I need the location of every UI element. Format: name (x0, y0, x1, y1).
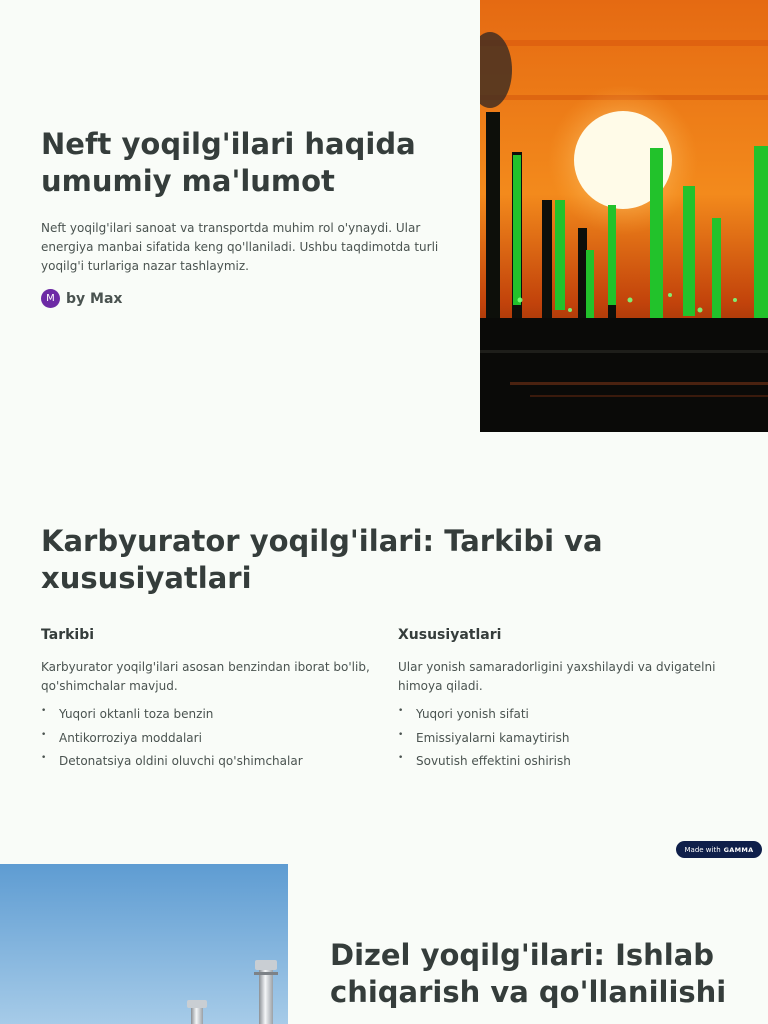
badge-prefix: Made with (684, 845, 721, 854)
list-item: • Antikorroziya moddalari (41, 731, 381, 746)
column-composition (41, 627, 381, 778)
badge-brand: GAMMA (723, 845, 754, 854)
slide-1-title: Neft yoqilg'ilari haqida umumiy ma'lumot (41, 127, 416, 198)
list-item: • Detonatsiya oldini oluvchi qo'shimchalar (41, 754, 381, 769)
column-composition-text: Karbyurator yoqilg'ilari asosan benzindan iborat bo'lib, qo'shimchalar mavjud. (41, 660, 370, 693)
column-properties-heading: Xususiyatlari (398, 627, 502, 643)
made-with-gamma-badge[interactable] (676, 841, 762, 858)
list-item: • Yuqori yonish sifati (398, 707, 738, 722)
author-row (41, 289, 122, 308)
list-item: • Yuqori oktanli toza benzin (41, 707, 381, 722)
slide-3-title: Dizel yoqilg'ilari: Ishlab chiqarish va qo'llanilishi (330, 938, 727, 1009)
column-properties-text: Ular yonish samaradorligini yaxshilaydi va dvigatelni himoya qiladi. (398, 660, 716, 693)
refinery-sunset-graphic (480, 0, 768, 432)
column-composition-heading: Tarkibi (41, 627, 95, 643)
slide-1-description: Neft yoqilg'ilari sanoat va transportda muhim rol o'ynaydi. Ular energiya manbai sifatida keng qo'llaniladi. Ushbu taqdimotda turli yoqilg'i turlariga nazar tashlaymiz. (41, 221, 439, 273)
slide-2-title: Karbyurator yoqilg'ilari: Tarkibi va xususiyatlari (41, 524, 603, 595)
list-item: • Sovutish effektini oshirish (398, 754, 738, 769)
slide-3 (0, 864, 768, 1024)
slide-2 (0, 432, 768, 864)
column-properties-list (398, 707, 738, 769)
slide-1 (0, 0, 768, 432)
refinery-chimneys-image (0, 864, 288, 1024)
refinery-chimneys-graphic (0, 864, 288, 1024)
column-properties (398, 627, 738, 778)
column-composition-list (41, 707, 381, 769)
avatar: M (41, 289, 60, 308)
list-item: • Emissiyalarni kamaytirish (398, 731, 738, 746)
author-name: by Max (66, 290, 123, 307)
refinery-sunset-image (480, 0, 768, 432)
